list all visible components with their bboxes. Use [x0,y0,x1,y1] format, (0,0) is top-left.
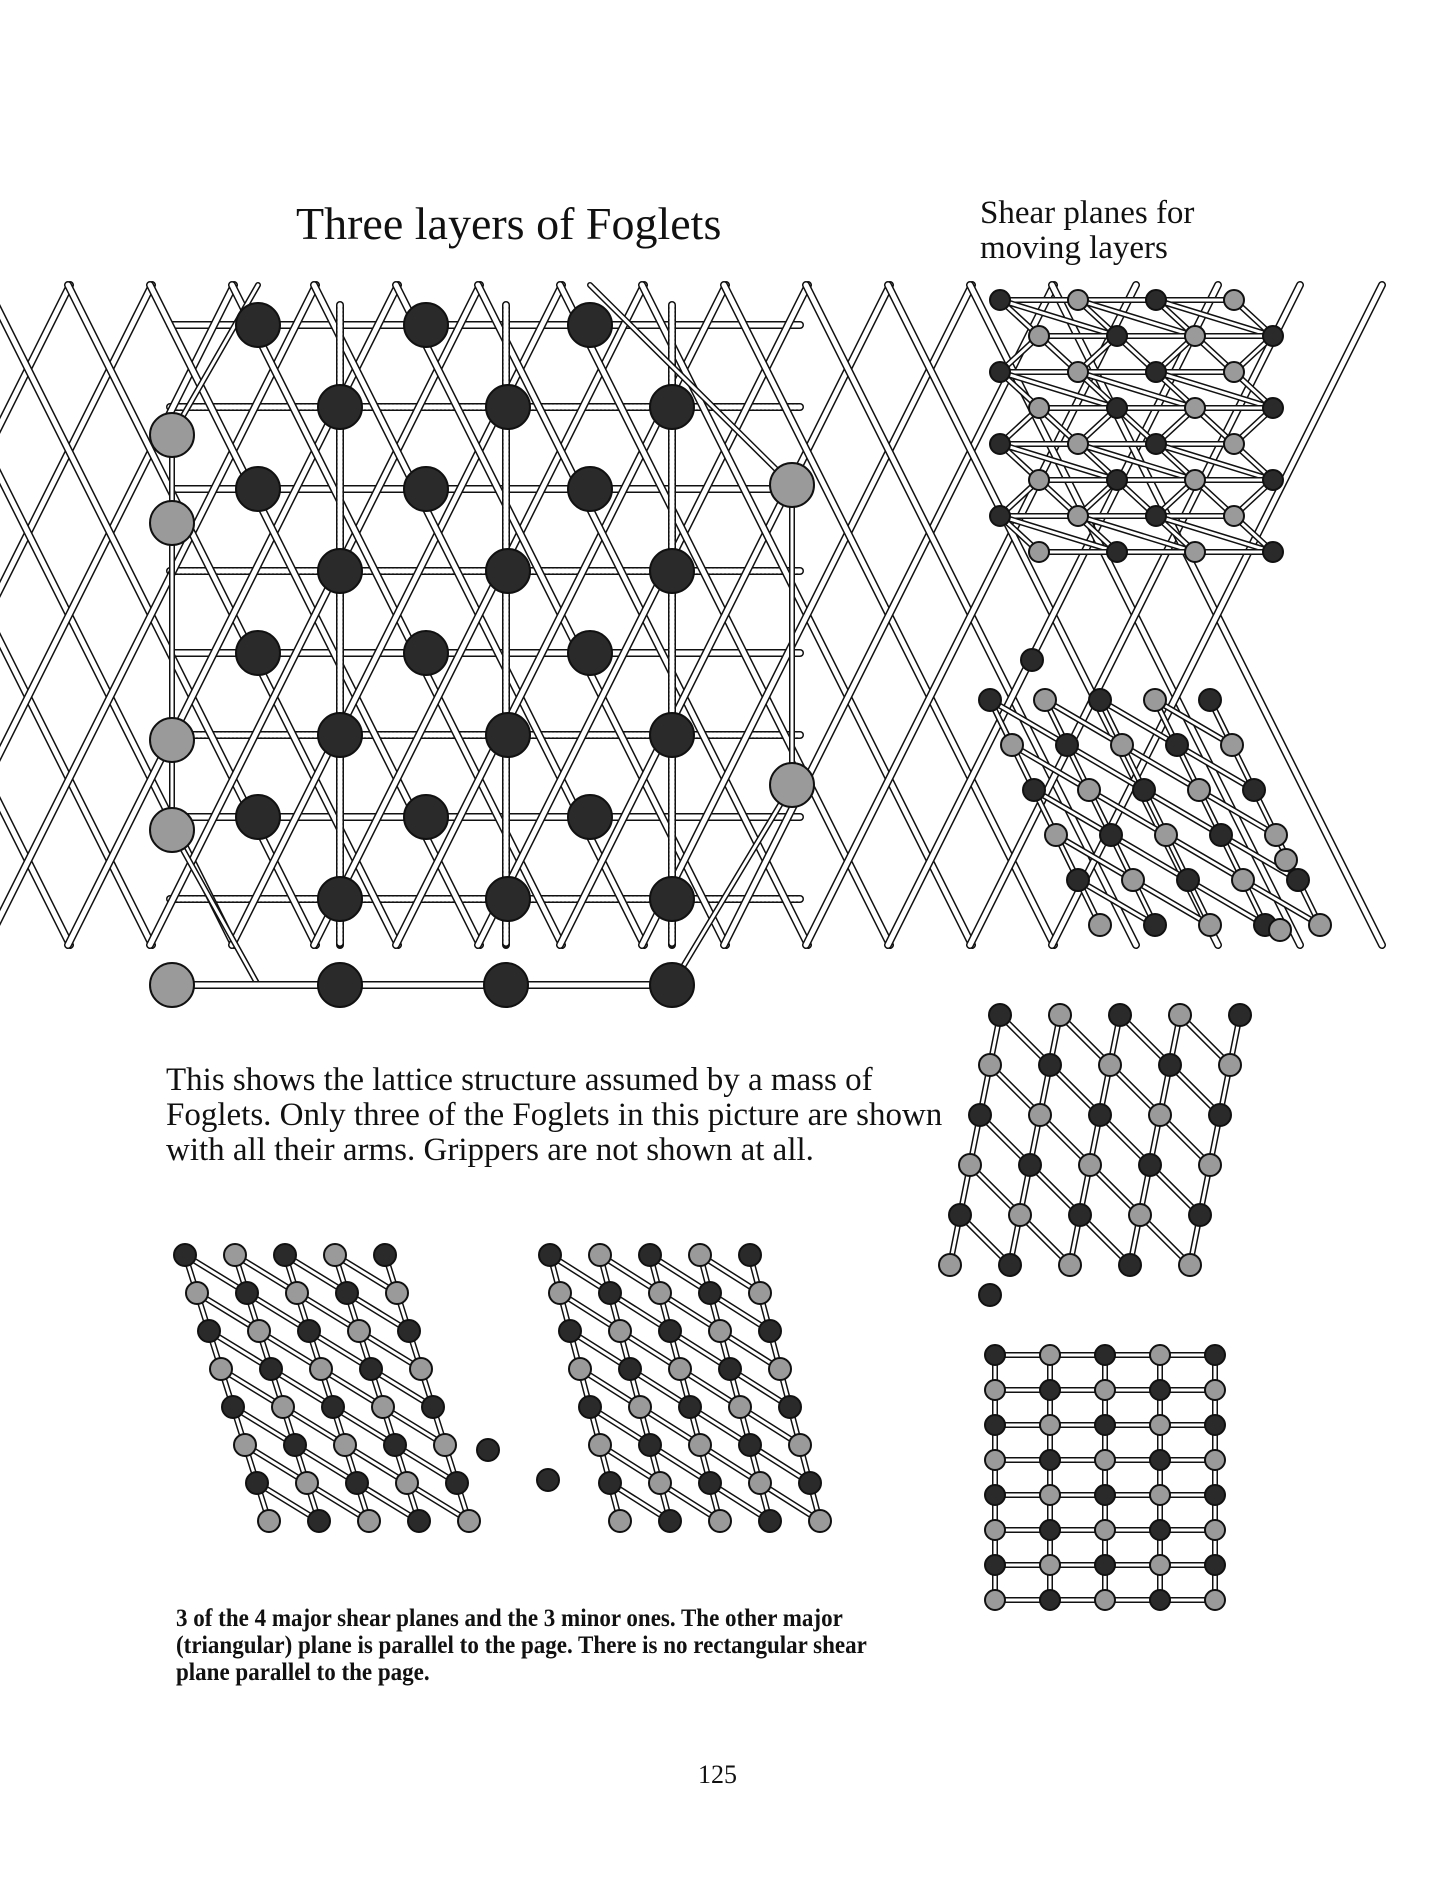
foglet-node [210,1358,232,1380]
foglet-node [985,1415,1005,1435]
foglet-node [1169,1004,1191,1026]
foglet-node [1029,542,1049,562]
foglet-node [318,385,362,429]
foglet-node [639,1244,661,1266]
foglet-node [579,1396,601,1418]
shear-caption: 3 of the 4 major shear planes and the 3 minor ones. The other major (triangular) plane is parallel to the page. There is no rectangular shear plane parallel to the page. [176,1605,867,1686]
foglet-node [1144,689,1166,711]
foglet-node [979,689,1001,711]
foglet-node [422,1396,444,1418]
foglet-node [789,1434,811,1456]
foglet-node [236,303,280,347]
foglet-node [799,1472,821,1494]
foglet-node [1150,1450,1170,1470]
foglet-node [1111,734,1133,756]
foglet-node [318,963,362,1007]
foglet-node [729,1396,751,1418]
side-figure-title: Shear planes for moving layers [980,195,1195,266]
foglet-node [549,1282,571,1304]
shear-plane-figure-left-diagonal [970,1000,1300,1300]
foglet-node [1146,506,1166,526]
foglet-node [446,1472,468,1494]
foglet-node [1029,398,1049,418]
foglet-node [990,362,1010,382]
foglet-node [649,1282,671,1304]
foglet-node [650,713,694,757]
foglet-node [1177,869,1199,891]
foglet-node [198,1320,220,1342]
foglet-node [1263,470,1283,490]
foglet-node [1243,779,1265,801]
foglet-node [1019,1154,1041,1176]
foglet-node [284,1434,306,1456]
foglet-node [404,303,448,347]
foglet-node [779,1396,801,1418]
foglet-node [1205,1345,1225,1365]
foglet-node [679,1396,701,1418]
foglet-node [1205,1380,1225,1400]
foglet-node [318,713,362,757]
foglet-node [1185,326,1205,346]
foglet-node [1040,1450,1060,1470]
foglet-node [990,506,1010,526]
foglet-node [150,963,194,1007]
foglet-node [484,963,528,1007]
foglet-node [224,1244,246,1266]
foglet-node [1185,470,1205,490]
foglet-node [396,1472,418,1494]
foglet-node [486,385,530,429]
foglet-node [1029,1104,1051,1126]
foglet-node [1139,1154,1161,1176]
foglet-node [1205,1590,1225,1610]
foglet-node [650,549,694,593]
foglet-node [649,1472,671,1494]
foglet-node [609,1510,631,1532]
foglet-node [1107,398,1127,418]
foglet-node [404,631,448,675]
foglet-node [769,1358,791,1380]
foglet-node [599,1282,621,1304]
foglet-node [689,1434,711,1456]
foglet-node [639,1434,661,1456]
foglet-node [346,1472,368,1494]
foglet-node [1155,824,1177,846]
foglet-node [260,1358,282,1380]
foglet-node [1129,1204,1151,1226]
foglet-node [248,1320,270,1342]
foglet-node [1068,362,1088,382]
foglet-node [258,1510,280,1532]
foglet-node [1287,869,1309,891]
foglet-node [1107,542,1127,562]
foglet-node [1040,1345,1060,1365]
foglet-node [1150,1590,1170,1610]
foglet-node [599,1472,621,1494]
foglet-node [372,1396,394,1418]
foglet-node [360,1358,382,1380]
foglet-node [318,549,362,593]
foglet-node [985,1555,1005,1575]
foglet-node [310,1358,332,1380]
foglet-node [1189,1204,1211,1226]
foglet-node [410,1358,432,1380]
foglet-node [1059,1254,1081,1276]
foglet-node [990,290,1010,310]
foglet-node [1040,1555,1060,1575]
foglet-node [1199,1154,1221,1176]
foglet-node [150,413,194,457]
foglet-node [1221,734,1243,756]
foglet-node [650,877,694,921]
foglet-node [559,1320,581,1342]
foglet-node [659,1320,681,1342]
foglet-node [568,795,612,839]
page-title: Three layers of Foglets [296,198,722,249]
foglet-node [568,303,612,347]
foglet-node [1159,1054,1181,1076]
foglet-node [236,467,280,511]
foglet-node [1185,398,1205,418]
foglet-node [1265,824,1287,846]
foglet-node [336,1282,358,1304]
foglet-node [1144,914,1166,936]
foglet-node [1205,1450,1225,1470]
foglet-node [1210,824,1232,846]
shear-plane-figure-right-diagonal [970,640,1300,950]
foglet-node [1179,1254,1201,1276]
foglet-node [486,713,530,757]
foglet-node [770,763,814,807]
foglet-node [949,1204,971,1226]
foglet-node [1095,1590,1115,1610]
foglet-node [1224,506,1244,526]
foglet-node [749,1472,771,1494]
foglet-node [669,1358,691,1380]
foglet-node [236,631,280,675]
foglet-node [1021,649,1043,671]
foglet-node [322,1396,344,1418]
foglet-node [1150,1485,1170,1505]
foglet-node [334,1434,356,1456]
foglet-node [1232,869,1254,891]
foglet-node [1309,914,1331,936]
foglet-node [1089,689,1111,711]
shear-plane-figure-horizontal-layers [970,285,1300,595]
foglet-node [318,877,362,921]
foglet-node [274,1244,296,1266]
foglet-node [985,1520,1005,1540]
page-number: 125 [698,1760,737,1789]
foglet-node [1205,1485,1225,1505]
foglet-node [1095,1520,1115,1540]
foglet-node [1039,1054,1061,1076]
foglet-node [246,1472,268,1494]
foglet-node [1199,689,1221,711]
shear-plane-figure-bottom-left [170,1230,510,1550]
foglet-node [1146,434,1166,454]
foglet-node [1040,1590,1060,1610]
foglet-node [1067,869,1089,891]
foglet-node [969,1104,991,1126]
foglet-node [1079,1154,1101,1176]
foglet-node [234,1434,256,1456]
foglet-node [150,501,194,545]
foglet-node [985,1345,1005,1365]
foglet-node [1150,1415,1170,1435]
foglet-node [1275,849,1297,871]
foglet-node [1078,779,1100,801]
foglet-node [1150,1520,1170,1540]
foglet-node [1166,734,1188,756]
foglet-node [979,1054,1001,1076]
foglet-node [1069,1204,1091,1226]
foglet-node [1188,779,1210,801]
foglet-node [985,1450,1005,1470]
foglet-node [719,1358,741,1380]
foglet-node [739,1434,761,1456]
foglet-node [1100,824,1122,846]
foglet-node [186,1282,208,1304]
foglet-node [985,1380,1005,1400]
foglet-node [1119,1254,1141,1276]
foglet-node [1068,434,1088,454]
foglet-node [1095,1555,1115,1575]
foglet-node [1089,1104,1111,1126]
foglet-node [1150,1555,1170,1575]
foglet-node [770,463,814,507]
foglet-node [1150,1345,1170,1365]
foglet-node [1089,914,1111,936]
foglet-node [999,1254,1021,1276]
shear-plane-figure-bottom-right [530,1230,870,1550]
foglet-node [569,1358,591,1380]
foglet-node [1056,734,1078,756]
foglet-node [989,1004,1011,1026]
foglet-node [709,1320,731,1342]
foglet-node [1263,326,1283,346]
foglet-node [384,1434,406,1456]
foglet-node [1040,1520,1060,1540]
foglet-node [979,1284,1001,1306]
foglet-node [1095,1345,1115,1365]
foglet-node [296,1472,318,1494]
foglet-node [985,1485,1005,1505]
foglet-node [1199,914,1221,936]
foglet-node [619,1358,641,1380]
foglet-node [1263,398,1283,418]
foglet-node [1068,290,1088,310]
foglet-node [348,1320,370,1342]
foglet-node [1095,1450,1115,1470]
foglet-node [386,1282,408,1304]
foglet-node [589,1434,611,1456]
foglet-node [324,1244,346,1266]
foglet-node [174,1244,196,1266]
foglet-node [539,1244,561,1266]
foglet-node [1095,1415,1115,1435]
foglet-node [1040,1415,1060,1435]
foglet-node [589,1244,611,1266]
foglet-node [150,808,194,852]
foglet-node [739,1244,761,1266]
foglet-node [568,631,612,675]
foglet-node [568,467,612,511]
foglet-node [1205,1415,1225,1435]
foglet-node [1099,1054,1121,1076]
foglet-node [434,1434,456,1456]
foglet-node [1034,689,1056,711]
foglet-node [659,1510,681,1532]
foglet-node [1023,779,1045,801]
foglet-node [1009,1204,1031,1226]
foglet-node [650,963,694,1007]
foglet-node [222,1396,244,1418]
foglet-node [1185,542,1205,562]
foglet-node [1224,434,1244,454]
foglet-node [689,1244,711,1266]
foglet-node [1040,1380,1060,1400]
foglet-node [404,795,448,839]
foglet-node [398,1320,420,1342]
foglet-node [1109,1004,1131,1026]
foglet-node [486,549,530,593]
foglet-node [1229,1004,1251,1026]
foglet-node [1107,326,1127,346]
shear-plane-figure-rectangular [970,1340,1300,1640]
foglet-node [1133,779,1155,801]
foglet-node [609,1320,631,1342]
foglet-node [809,1510,831,1532]
foglet-node [486,877,530,921]
foglet-node [1068,506,1088,526]
foglet-node [404,467,448,511]
foglet-node [1095,1380,1115,1400]
lattice-caption: This shows the lattice structure assumed by a mass of Foglets. Only three of the Foglets in this picture are shown with all their arms. Grippers are not shown at all. [166,1062,943,1168]
foglet-node [286,1282,308,1304]
foglet-node [458,1510,480,1532]
foglet-lattice-figure [150,285,960,1025]
foglet-node [1001,734,1023,756]
foglet-node [1205,1520,1225,1540]
foglet-node [272,1396,294,1418]
foglet-node [1150,1380,1170,1400]
foglet-node [1095,1485,1115,1505]
foglet-node [650,385,694,429]
foglet-node [1224,362,1244,382]
foglet-node [537,1469,559,1491]
foglet-node [1146,290,1166,310]
foglet-node [1045,824,1067,846]
foglet-node [374,1244,396,1266]
foglet-node [759,1320,781,1342]
foglet-node [1269,919,1291,941]
foglet-node [990,434,1010,454]
foglet-node [358,1510,380,1532]
foglet-node [1219,1054,1241,1076]
foglet-node [1049,1004,1071,1026]
foglet-node [749,1282,771,1304]
foglet-node [629,1396,651,1418]
foglet-node [1146,362,1166,382]
foglet-node [308,1510,330,1532]
foglet-node [699,1472,721,1494]
foglet-node [150,718,194,762]
foglet-node [709,1510,731,1532]
rod-core [172,830,258,985]
foglet-node [1224,290,1244,310]
foglet-node [236,795,280,839]
foglet-node [1263,542,1283,562]
foglet-node [759,1510,781,1532]
foglet-node [1040,1485,1060,1505]
foglet-node [408,1510,430,1532]
foglet-node [1029,326,1049,346]
foglet-node [699,1282,721,1304]
foglet-node [236,1282,258,1304]
foglet-node [939,1254,961,1276]
foglet-node [985,1590,1005,1610]
foglet-node [1209,1104,1231,1126]
foglet-node [1149,1104,1171,1126]
foglet-node [1029,470,1049,490]
foglet-node [477,1439,499,1461]
foglet-node [298,1320,320,1342]
foglet-node [1205,1555,1225,1575]
foglet-node [1107,470,1127,490]
foglet-node [1122,869,1144,891]
